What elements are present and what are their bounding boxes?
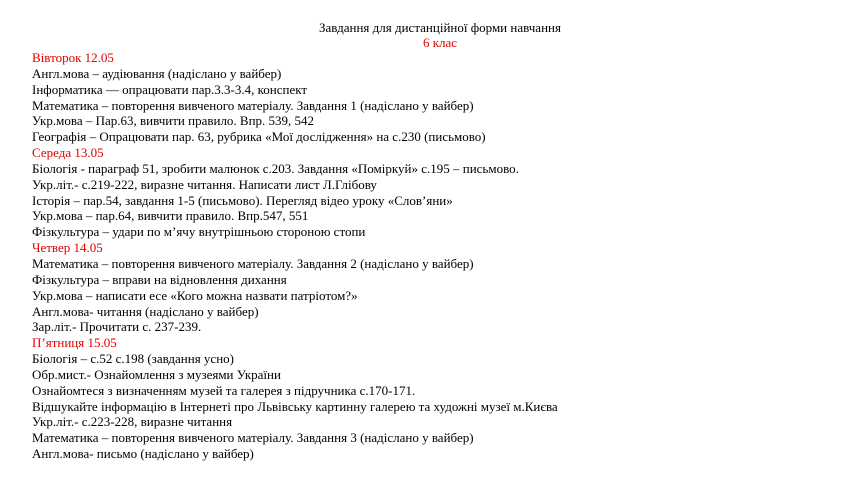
task-line: Математика – повторення вивченого матеріалу. Завдання 1 (надіслано у вайбер) — [32, 97, 474, 113]
task-line: Укр.літ.- с.223-228, виразне читання — [32, 414, 233, 430]
task-line: Ознайомтеся з визначенням музей та галерея з підручника с.170-171. — [32, 382, 416, 398]
task-line: Фізкультура – вправи на відновлення дихання — [32, 271, 287, 287]
task-line: Біологія – с.52 с.198 (завдання усно) — [32, 351, 234, 367]
task-line: Відшукайте інформацію в Інтернеті про Львівську картинну галерею та художні музеї м.Києва — [32, 398, 558, 414]
task-line: Математика – повторення вивченого матеріалу. Завдання 3 (надіслано у вайбер) — [32, 430, 474, 446]
task-line: Англ.мова- письмо (надіслано у вайбер) — [32, 446, 254, 462]
task-line: Укр.літ.- с.219-222, виразне читання. Написати лист Л.Глібову — [32, 176, 377, 192]
task-line: Обр.мист.- Ознайомлення з музеями України — [32, 366, 281, 382]
day-heading-wednesday: Середа 13.05 — [32, 145, 104, 161]
task-line: Інформатика — опрацювати пар.3.3-3.4, конспект — [32, 81, 308, 97]
day-heading-tuesday: Вівторок 12.05 — [32, 50, 114, 65]
task-line: Біологія - параграф 51, зробити малюнок с.203. Завдання «Поміркуй» с.195 – письмово. — [32, 160, 519, 176]
task-line: Історія – пар.54, завдання 1-5 (письмово). Перегляд відео уроку «Слов’яни» — [32, 192, 453, 208]
task-line: Укр.мова – написати есе «Кого можна назвати патріотом?» — [32, 287, 358, 303]
task-line: Укр.мова – пар.64, вивчити правило. Впр.547, 551 — [32, 208, 309, 224]
grade-subtitle: 6 клас — [422, 35, 458, 50]
day-heading-friday: П’ятниця 15.05 — [32, 335, 117, 351]
document-title: Завдання для дистанційної форми навчання — [319, 20, 561, 35]
task-line: Англ.мова – аудіювання (надіслано у вайбер) — [32, 65, 282, 81]
day-heading-thursday: Четвер 14.05 — [32, 240, 103, 256]
schedule-content — [32, 50, 862, 462]
task-line: Англ.мова- читання (надіслано у вайбер) — [32, 303, 259, 319]
task-line: Фізкультура – удари по м’ячу внутрішньою стороною стопи — [32, 224, 366, 240]
task-line: Географія – Опрацювати пар. 63, рубрика «Мої дослідження» на с.230 (письмово) — [32, 129, 486, 145]
task-line: Укр.мова – Пар.63, вивчити правило. Впр. 539, 542 — [32, 113, 315, 129]
task-line: Математика – повторення вивченого матеріалу. Завдання 2 (надіслано у вайбер) — [32, 255, 474, 271]
task-line: Зар.літ.- Прочитати с. 237-239. — [32, 319, 202, 335]
